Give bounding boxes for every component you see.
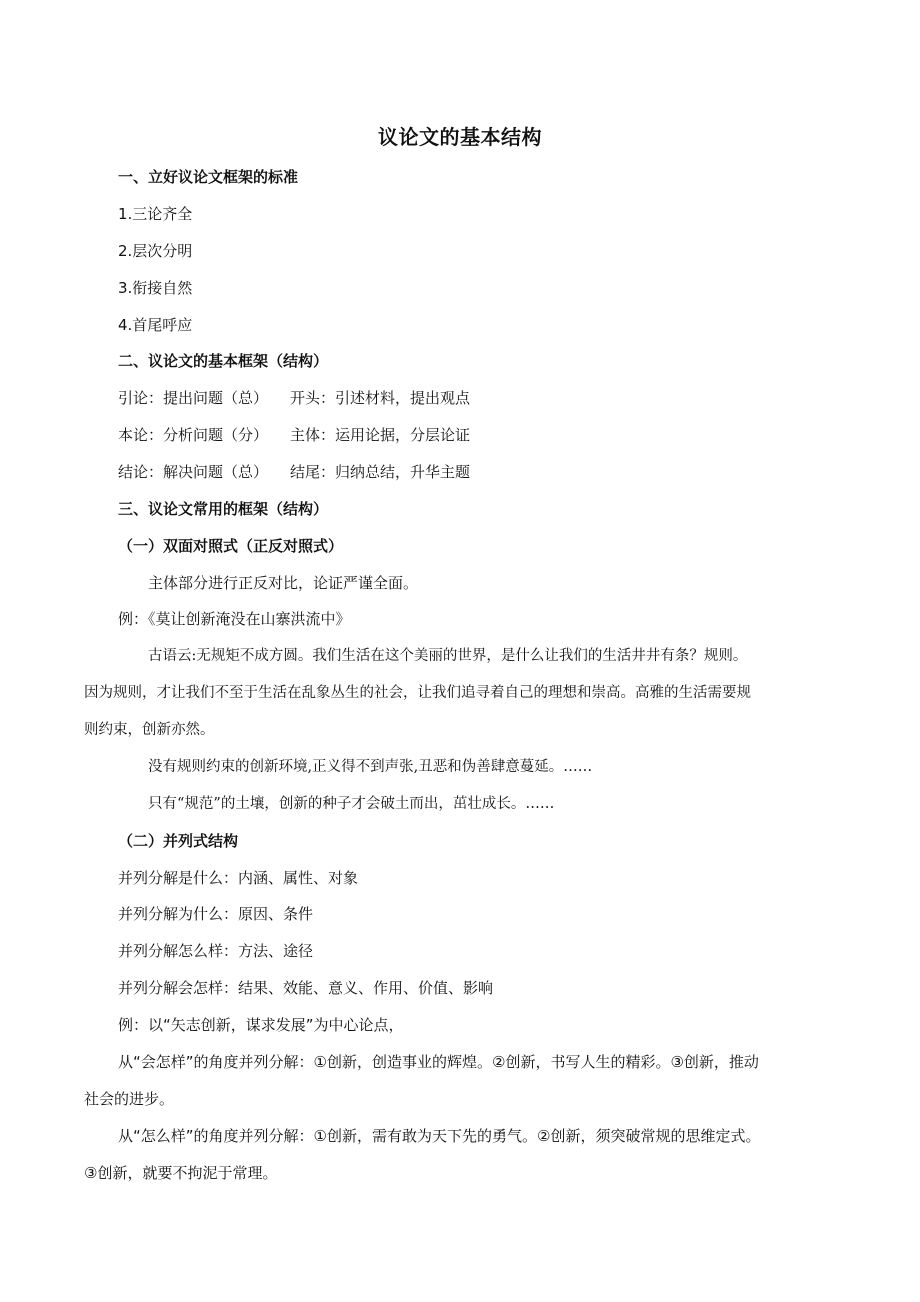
sub-2-item-4: 并列分解会怎样：结果、效能、意义、作用、价值、影响	[118, 979, 494, 997]
s2-row-2-right: 主体：运用论据，分层论证	[290, 426, 471, 444]
sub-2-para-2-line-2: ③创新，就要不拘泥于常理。	[84, 1164, 278, 1182]
s1-item-2: 2.层次分明	[118, 242, 193, 260]
sub-1-example: 例：《莫让创新淹没在山寨洪流中》	[118, 610, 351, 628]
s2-row-3	[118, 462, 470, 482]
s2-row-3-left: 结论：解决问题（总）	[118, 463, 269, 481]
sub-2-para-1-text-1: 从“会怎样”的角度并列分解：①创新，创造事业的辉煌。②创新，书写人生的精彩。③创新，推动	[118, 1053, 759, 1071]
sub-2-para-1-line-1	[118, 1052, 759, 1072]
sub-1-para-1-line-1: 古语云:无规矩不成方圆。我们生活在这个美丽的世界，是什么让我们的生活井井有条？规则。	[148, 648, 748, 664]
s2-row-1	[118, 388, 470, 408]
s2-row-1-right: 开头：引述材料，提出观点	[290, 389, 471, 407]
s2-row-3-right: 结尾：归纳总结，升华主题	[290, 463, 471, 481]
sub-2-heading: （二）并列式结构	[118, 832, 239, 850]
sub-1-heading: （一）双面对照式（正反对照式）	[118, 537, 344, 555]
section-3-heading: 三、议论文常用的框架（结构）	[118, 500, 329, 518]
document-title: 议论文的基本结构	[378, 125, 542, 149]
sub-2-para-1-line-2: 社会的进步。	[84, 1090, 175, 1108]
s1-item-1: 1.三论齐全	[118, 205, 193, 223]
sub-2-item-3: 并列分解怎么样：方法、途径	[118, 942, 314, 960]
s1-item-3: 3.衔接自然	[118, 279, 193, 297]
sub-1-para-1-line-2: 因为规则，才让我们不至于生活在乱象丛生的社会，让我们追寻着自己的理想和崇高。高雅的生活需要规	[84, 685, 751, 701]
s2-row-1-left: 引论：提出问题（总）	[118, 389, 269, 407]
sub-2-item-2: 并列分解为什么：原因、条件	[118, 905, 314, 923]
sub-2-example: 例：以“矢志创新，谋求发展”为中心论点，	[118, 1016, 404, 1034]
s2-row-2-left: 本论：分析问题（分）	[118, 426, 269, 444]
sub-2-item-1: 并列分解是什么：内涵、属性、对象	[118, 869, 359, 887]
sub-1-para-3: 只有“规范”的土壤，创新的种子才会破土而出，茁壮成长。……	[148, 796, 555, 812]
s2-row-2	[118, 425, 470, 445]
section-1-heading: 一、立好议论文框架的标准	[118, 168, 299, 186]
sub-2-para-2-line-1: 从“怎么样”的角度并列分解：①创新，需有敢为天下先的勇气。②创新，须突破常规的思维定式。	[118, 1127, 761, 1145]
section-2-heading: 二、议论文的基本框架（结构）	[118, 352, 329, 370]
sub-1-para-2: 没有规则约束的创新环境,正义得不到声张,丑恶和伪善肆意蔓延。……	[148, 759, 593, 775]
sub-1-desc: 主体部分进行正反对比，论证严谨全面。	[148, 574, 419, 592]
sub-1-para-1-line-3: 则约束，创新亦然。	[84, 722, 215, 738]
s1-item-4: 4.首尾呼应	[118, 316, 193, 334]
